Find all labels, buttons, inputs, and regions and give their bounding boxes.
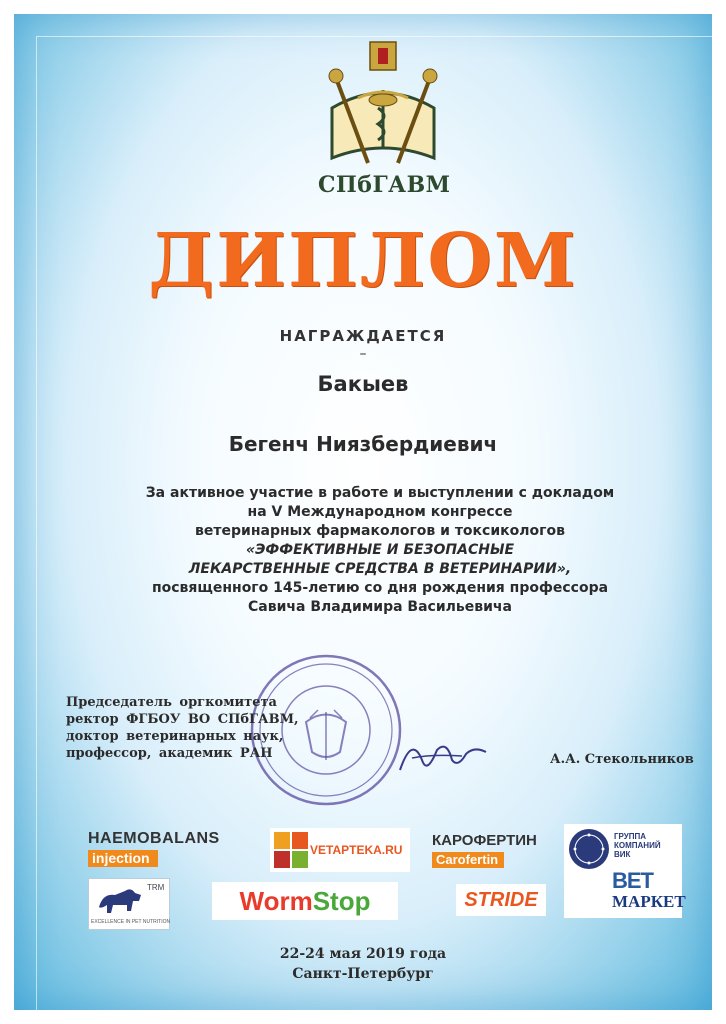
vic-circle-icon [568,828,610,870]
vic-group-logo [564,824,686,918]
wormstop-stop: Stop [312,886,371,916]
vetmarket-market: МАРКЕТ [612,892,686,911]
vetapteka-tiles-icon [274,832,308,868]
wormstop-worm: Worm [239,886,313,916]
karofertin-sub: Carofertin [432,852,504,868]
trm-mark: TRM [147,883,165,892]
karofertin-title: КАРОФЕРТИН [432,832,537,849]
reason-line: За активное участие в работе и выступлении с докладом [145,485,615,501]
trm-logo [88,878,170,930]
event-date: 22-24 мая 2019 года [279,946,447,962]
reason-line: на V Международном конгрессе [247,504,513,520]
haemobalans-title: HAEMOBALANS [88,830,220,847]
vic-group-line: ВИК [614,850,631,859]
vic-group-line: КОМПАНИЙ [614,841,661,850]
vetapteka-logo [270,828,410,872]
award-reason [60,484,700,617]
stride-logo: STRIDE [456,884,546,916]
university-crest-icon [318,38,448,178]
chairman-line: профессор, академик РАН [66,746,273,761]
chairman-line: ректор ФГБОУ ВО СПбГАВМ, [66,712,299,727]
diploma-title: ДИПЛОМ [148,218,578,304]
reason-line: Савича Владимира Васильевича [248,599,512,615]
recipient-name: Бегенч Ниязбердиевич [228,432,498,456]
haemobalans-sub: injection [88,850,158,867]
congress-title-line: «ЭФФЕКТИВНЫЕ И БЕЗОПАСНЫЕ [245,542,515,558]
chairman-block [66,694,366,762]
wormstop-logo [212,882,398,920]
vetapteka-text: VETAPTEKA.RU [310,843,403,857]
crest-caption: СПбГАВМ [318,172,451,198]
reason-line: ветеринарных фармакологов и токсикологов [195,523,565,539]
handwritten-signature-icon [392,730,492,780]
awarded-dash: – [359,346,367,362]
congress-title-line: ЛЕКАРСТВЕННЫЕ СРЕДСТВА В ВЕТЕРИНАРИИ», [188,561,572,577]
vic-group-caption [614,832,661,859]
chairman-line: доктор ветеринарных наук, [66,729,284,744]
karofertin-logo [432,832,550,872]
vetmarket-vet: ВЕТ [612,868,653,893]
vic-group-line: ГРУППА [614,832,647,841]
signer-name: А.А. Стекольников [550,752,694,767]
reason-line: посвященного 145-летию со дня рождения профессора [151,580,609,596]
recipient-surname: Бакыев [317,372,409,396]
haemobalans-logo [88,830,226,870]
event-city: Санкт-Петербург [292,966,434,982]
dog-silhouette-icon [95,883,147,917]
chairman-line: Председатель оргкомитета [66,695,277,710]
awarded-label: НАГРАЖДАЕТСЯ [279,327,447,345]
trm-tagline: EXCELLENCE IN PET NUTRITION [91,919,171,925]
